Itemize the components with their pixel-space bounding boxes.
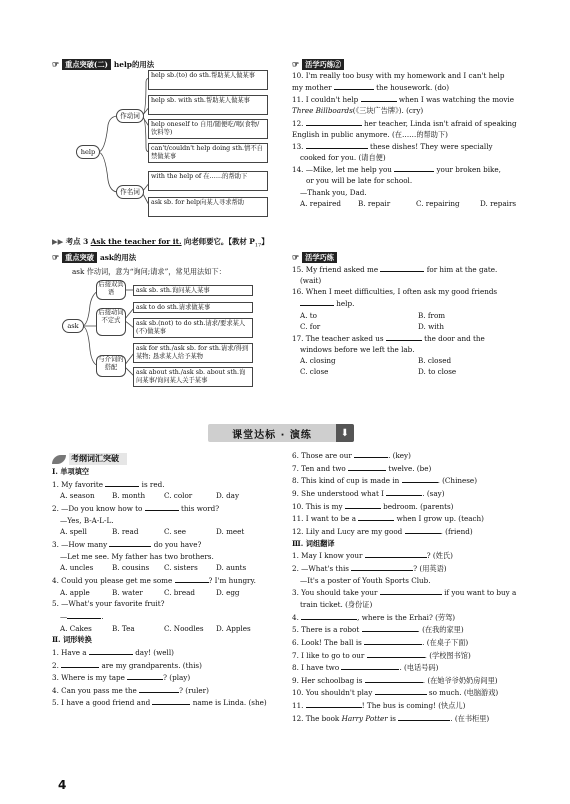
answer-blank[interactable] (105, 478, 139, 487)
question-16-options-row-2 (292, 321, 532, 332)
word-form-9 (292, 487, 532, 500)
translate-2-answer: —It's a poster of Youth Sports Club. (300, 575, 431, 585)
answer-blank[interactable] (402, 474, 438, 483)
question-4-options (52, 587, 282, 599)
q-text: 10. You shouldn't play (292, 688, 373, 698)
q-text: day! (well) (135, 647, 174, 657)
double-arrow-icon: ▶▶ (52, 237, 64, 246)
q-text: twelve. (be) (388, 463, 432, 473)
pointing-hand-icon: ☞ (292, 251, 300, 262)
help-center-node: help (76, 145, 100, 159)
q-text: 6. Those are our (292, 451, 352, 460)
option[interactable]: A. Cakes (60, 623, 92, 633)
help-verb-item-4: can't/couldn't help doing sth.情不自禁做某事 (148, 143, 268, 163)
q-text: 12. Lily and Lucy are my good (292, 526, 403, 536)
option[interactable]: A. uncles (60, 563, 94, 573)
translate-1 (292, 549, 532, 562)
vocab-heading (52, 452, 282, 466)
page-number: 4 (58, 778, 67, 792)
ask-item-4: ask for sth./ask sb. for sth.请求/得到某物; 恳求某人给予某物 (133, 343, 253, 363)
bottom-left-column (52, 452, 282, 709)
leaf-icon (52, 455, 66, 464)
book-title: Harry Potter (341, 713, 388, 723)
q-text: 17. The teacher asked us (292, 333, 384, 343)
q-text: when I was watching the movie (398, 95, 514, 105)
answer-blank[interactable] (67, 610, 104, 621)
word-form-2 (52, 659, 282, 672)
q-text: these dishes! They were specially (370, 141, 493, 151)
q-text: ? (play) (163, 673, 191, 683)
option[interactable]: D. to close (418, 367, 457, 377)
option[interactable]: A. apple (60, 587, 90, 597)
option[interactable]: D. with (418, 321, 445, 331)
help-noun-item-2: ask sb. for help向某人寻求帮助 (148, 197, 268, 217)
q-text: 9. She understood what I (292, 488, 384, 498)
option[interactable]: B. Tea (112, 623, 135, 633)
q-text: is (390, 713, 396, 723)
question-1 (52, 478, 282, 491)
classroom-practice-banner (208, 424, 354, 442)
answer-blank[interactable] (405, 525, 441, 534)
q-text: . (在桌子下面) (422, 637, 469, 647)
option[interactable]: D. aunts (216, 563, 247, 573)
word-form-11 (292, 512, 532, 525)
answer-blank[interactable] (362, 623, 418, 632)
translate-12 (292, 712, 532, 725)
answer-blank[interactable] (365, 674, 423, 683)
q-text: if you want to buy a (444, 588, 517, 598)
question-5-options (52, 623, 282, 635)
down-arrow-icon: ⬇ (336, 424, 354, 442)
q-text: . (电话号码) (399, 663, 439, 673)
ask-branch-preposition: 与介词的搭配 (96, 355, 126, 377)
section-3-title: Ⅲ. 词组翻译 (292, 538, 335, 548)
word-form-7 (292, 462, 532, 475)
q-text: 6. Look! The ball is (292, 637, 362, 647)
answer-blank[interactable] (351, 562, 413, 571)
question-16-line-1: 16. When I meet difficulties, I often ask my good friends (292, 287, 498, 297)
q-text: 12. (292, 118, 304, 128)
option[interactable]: C. repairing (416, 198, 460, 208)
q-text: 15. My friend asked me (292, 265, 379, 274)
ask-item-2: ask to do sth.请求做某事 (133, 302, 253, 313)
word-form-4 (52, 684, 282, 697)
option[interactable]: A. closing (300, 356, 336, 366)
question-12-line-2: English in public anymore. (在……的帮助下) (292, 129, 448, 139)
q-text: — (60, 611, 68, 621)
q-text: 4. Could you please get me some (52, 575, 173, 585)
ask-center-node: ask (62, 319, 84, 333)
q-text: . (在书柜里) (450, 713, 490, 723)
answer-blank[interactable] (89, 646, 133, 655)
answer-blank[interactable] (380, 263, 424, 272)
q-text: 10. This is my (292, 501, 343, 511)
question-5: 5. —What's your favorite fruit? (52, 599, 165, 609)
q-text: 2. —What's this (292, 563, 349, 573)
q-text: ! The bus is coming! (快点儿) (361, 701, 466, 711)
question-15-line-2: (wait) (300, 276, 322, 286)
option[interactable]: D. meet (216, 527, 245, 537)
translate-5 (292, 623, 532, 636)
option[interactable]: C. Noodles (164, 623, 204, 633)
answer-blank[interactable] (365, 549, 427, 558)
ask-branch-double-object: 后接双宾语 (96, 280, 126, 300)
option[interactable]: A. repaired (300, 198, 341, 208)
q-text: 4. (292, 612, 299, 622)
question-10-line-1: 10. I'm really too busy with my homework and I can't help (292, 71, 505, 80)
answer-blank[interactable] (139, 684, 179, 693)
pointing-hand-icon: ☞ (52, 252, 60, 262)
q-text: 8. This kind of cup is made in (292, 476, 400, 486)
pointing-hand-icon: ☞ (292, 58, 300, 69)
q-text: when I grow up. (teach) (396, 514, 484, 524)
q-text: 5. I have a good friend and (52, 698, 151, 708)
question-17-options-row-1 (292, 355, 532, 366)
vocab-heading-text: 考纲词汇突破 (69, 453, 127, 466)
q-text: (《三块广告牌》). (cry) (352, 106, 424, 116)
q-text: this word? (180, 503, 220, 513)
q-text: bedroom. (parents) (383, 501, 454, 511)
answer-blank[interactable] (152, 696, 190, 705)
kaodian-label: 考点 3 (65, 237, 89, 246)
answer-blank[interactable] (386, 332, 422, 341)
ask-intro: ask 作动词，意为“询问;请求”，常见用法如下： (72, 267, 226, 276)
q-text: . (在她爷爷奶奶房间里) (422, 675, 498, 685)
question-17-line-1 (292, 332, 532, 344)
translate-6 (292, 636, 532, 649)
option[interactable]: D. day (216, 491, 240, 501)
translate-11 (292, 699, 532, 712)
q-text: is red. (141, 479, 165, 489)
q-text: Three Billboards (292, 106, 353, 116)
help-noun-item-1: with the help of 在……的帮助下 (148, 171, 268, 191)
help-verb-item-2: help sb. with sth.帮助某人做某事 (148, 95, 268, 115)
q-text: your broken bike, (436, 165, 501, 175)
question-17-options-row-2 (292, 366, 532, 377)
question-14-line-2: or you will be late for school. (306, 176, 413, 186)
option[interactable]: D. egg (216, 587, 240, 597)
q-text: 8. I have two (292, 663, 340, 673)
q-text: the door and the (424, 333, 485, 343)
answer-blank[interactable] (306, 699, 362, 708)
q-text: . (在我的家里) (417, 625, 464, 635)
help-verb-branch: 作动词 (116, 109, 144, 123)
q-text: 7. Ten and two (292, 463, 346, 473)
q-text: 3. —How many (52, 539, 108, 549)
q-text: my mother (292, 83, 332, 93)
option[interactable]: C. close (300, 367, 329, 377)
section-title: help的用法 (113, 59, 155, 69)
q-text: ? I'm hungry. (208, 575, 256, 585)
q-text: 3. Where is my tape (52, 673, 125, 683)
q-text: 13. (292, 141, 304, 151)
q-text: 7. I like to go to our (292, 650, 365, 660)
q-text: 1. May I know your (292, 551, 363, 561)
q-text: ? (ruler) (179, 685, 209, 695)
answer-blank[interactable] (380, 586, 442, 595)
option[interactable]: C. see (164, 527, 187, 537)
section-title: ask的用法 (99, 252, 137, 262)
section-tag: 重点突破 (62, 252, 97, 263)
q-text: 9. Her schoolbag is (292, 675, 363, 685)
word-form-12 (292, 525, 532, 538)
ask-item-3: ask sb.(not) to do sth.请求/要求某人(不)做某事 (133, 318, 253, 338)
kaodian-translation: 向老师要它。【教材 P (183, 237, 255, 246)
translate-8 (292, 661, 532, 674)
answer-blank[interactable] (300, 297, 334, 306)
q-text: so much. (电脑游戏) (428, 688, 499, 698)
q-text: 5. There is a robot (292, 625, 360, 635)
answer-blank[interactable] (358, 512, 394, 521)
q-text: ? (姓氏) (426, 551, 453, 561)
word-form-8 (292, 474, 532, 487)
q-text: 11. I couldn't help (292, 95, 359, 105)
q-text: 11. I want to be a (292, 514, 357, 524)
option[interactable]: B. repair (358, 198, 391, 208)
answer-blank[interactable] (398, 712, 450, 721)
help-noun-branch: 作名词 (116, 185, 144, 199)
translate-9 (292, 674, 532, 687)
answer-blank[interactable] (175, 574, 209, 583)
translate-3-line-2: train ticket. (身份证) (300, 599, 373, 609)
question-3-answer: —Let me see. My father has two brothers. (60, 551, 214, 561)
q-text: 4. Can you pass me the (52, 685, 137, 695)
answer-blank[interactable] (348, 462, 386, 471)
q-text: . (101, 611, 104, 621)
translate-3 (292, 586, 532, 599)
answer-blank[interactable] (367, 649, 425, 658)
translate-10 (292, 686, 532, 699)
option[interactable]: C. color (164, 491, 193, 501)
pointing-hand-icon: ☞ (52, 59, 60, 69)
q-text: ? (用英语) (413, 563, 447, 573)
practice-3 (292, 251, 532, 378)
option[interactable]: B. from (418, 310, 446, 320)
option[interactable]: A. to (300, 310, 317, 320)
answer-blank[interactable] (364, 636, 422, 645)
q-text: . (Chinese) (437, 476, 477, 486)
section-tag: 重点突破(二) (62, 59, 111, 70)
question-5-answer (52, 610, 282, 623)
ask-branch-infinitive: 后接动词不定式 (96, 308, 126, 336)
answer-blank[interactable] (345, 500, 381, 509)
word-form-6 (292, 449, 532, 462)
section-tag: 活学巧练 (302, 252, 337, 263)
ask-item-5: ask about sth./ask sb. about sth.询问某事/询问某人关于某事 (133, 367, 253, 387)
question-4 (52, 574, 282, 587)
q-text: 12. The book (292, 713, 340, 723)
q-text: . (friend) (440, 526, 473, 536)
answer-blank[interactable] (145, 502, 179, 511)
word-form-3 (52, 671, 282, 684)
option[interactable]: D. repairs (480, 198, 517, 208)
q-text: the housework. (do) (376, 83, 450, 93)
q-text: . (say) (422, 488, 445, 498)
page-ref: 17 (254, 242, 262, 249)
question-14-line-3: —Thank you, Dad. (300, 187, 367, 197)
translate-4 (292, 611, 532, 624)
question-3-options (52, 562, 282, 574)
banner-title: 课堂达标 · 演练 (232, 429, 312, 441)
bottom-right-column (292, 449, 532, 724)
word-form-10 (292, 500, 532, 513)
section-2-title: Ⅱ. 词形转换 (52, 635, 92, 645)
q-text: 11. (292, 701, 304, 711)
question-3 (52, 538, 282, 551)
kaodian-phrase: Ask the teacher for it. (90, 237, 182, 246)
option[interactable]: C. bread (164, 587, 195, 597)
option[interactable]: D. Apples (216, 623, 251, 633)
q-text: help. (336, 299, 355, 309)
q-text: . (学校图书馆) (424, 650, 471, 660)
question-15-line-1 (292, 263, 532, 275)
q-text: for him at the gate. (426, 265, 498, 274)
option[interactable]: B. cousins (112, 563, 150, 573)
question-1-options (52, 490, 282, 502)
option[interactable]: A. spell (60, 527, 87, 537)
question-2-answer: —Yes, B-A-L-L. (60, 515, 114, 525)
help-verb-item-1: help sb.(to) do sth.帮助某人做某事 (148, 70, 268, 90)
option[interactable]: B. closed (418, 356, 452, 366)
option[interactable]: B. water (112, 587, 143, 597)
question-2 (52, 502, 282, 515)
section-1-title: Ⅰ. 单项填空 (52, 467, 90, 476)
option[interactable]: A. season (60, 491, 95, 501)
q-text: , where is the Erhai? (劳驾) (357, 612, 456, 622)
word-form-1 (52, 646, 282, 659)
practice-3-header (292, 251, 532, 263)
answer-blank[interactable] (61, 659, 99, 668)
q-text: 1. Have a (52, 647, 87, 657)
answer-blank[interactable] (301, 611, 357, 620)
answer-blank[interactable] (127, 671, 163, 680)
q-text: 3. You should take your (292, 588, 378, 598)
ask-item-1: ask sb. sth.询问某人某事 (133, 285, 253, 296)
section-tag: 活学巧练② (302, 59, 344, 70)
question-13-line-2: cooked for you. (请自便) (300, 153, 386, 163)
question-2-options (52, 526, 282, 538)
q-text: her teacher, Linda isn't afraid of speaking (364, 118, 517, 128)
answer-blank[interactable] (386, 487, 422, 496)
question-16-options-row-1 (292, 310, 532, 321)
q-text: 14. —Mike, let me help you (292, 165, 392, 175)
translate-7 (292, 649, 532, 662)
option[interactable]: C. for (300, 321, 321, 331)
answer-blank[interactable] (375, 686, 427, 695)
q-text: 2. —Do you know how to (52, 503, 143, 513)
translate-2 (292, 562, 532, 575)
option[interactable]: C. sisters (164, 563, 198, 573)
option[interactable]: B. read (112, 527, 139, 537)
answer-blank[interactable] (354, 449, 388, 458)
help-verb-item-3: help oneself to 自用/随便吃/喝(食物/饮料等) (148, 119, 268, 139)
q-text: do you have? (153, 539, 202, 549)
q-text: are my grandparents. (this) (101, 660, 202, 670)
bracket: 】 (261, 237, 269, 246)
option[interactable]: B. month (112, 491, 146, 501)
word-form-5 (52, 696, 282, 709)
q-text: . (key) (388, 451, 411, 460)
q-text: 2. (52, 660, 59, 670)
q-text: name is Linda. (she) (192, 698, 267, 708)
question-17-line-2: windows before we left the lab. (300, 345, 415, 355)
question-16-line-2 (292, 297, 532, 309)
q-text: 1. My favorite (52, 479, 104, 489)
answer-blank[interactable] (109, 538, 151, 547)
answer-blank[interactable] (341, 661, 399, 670)
